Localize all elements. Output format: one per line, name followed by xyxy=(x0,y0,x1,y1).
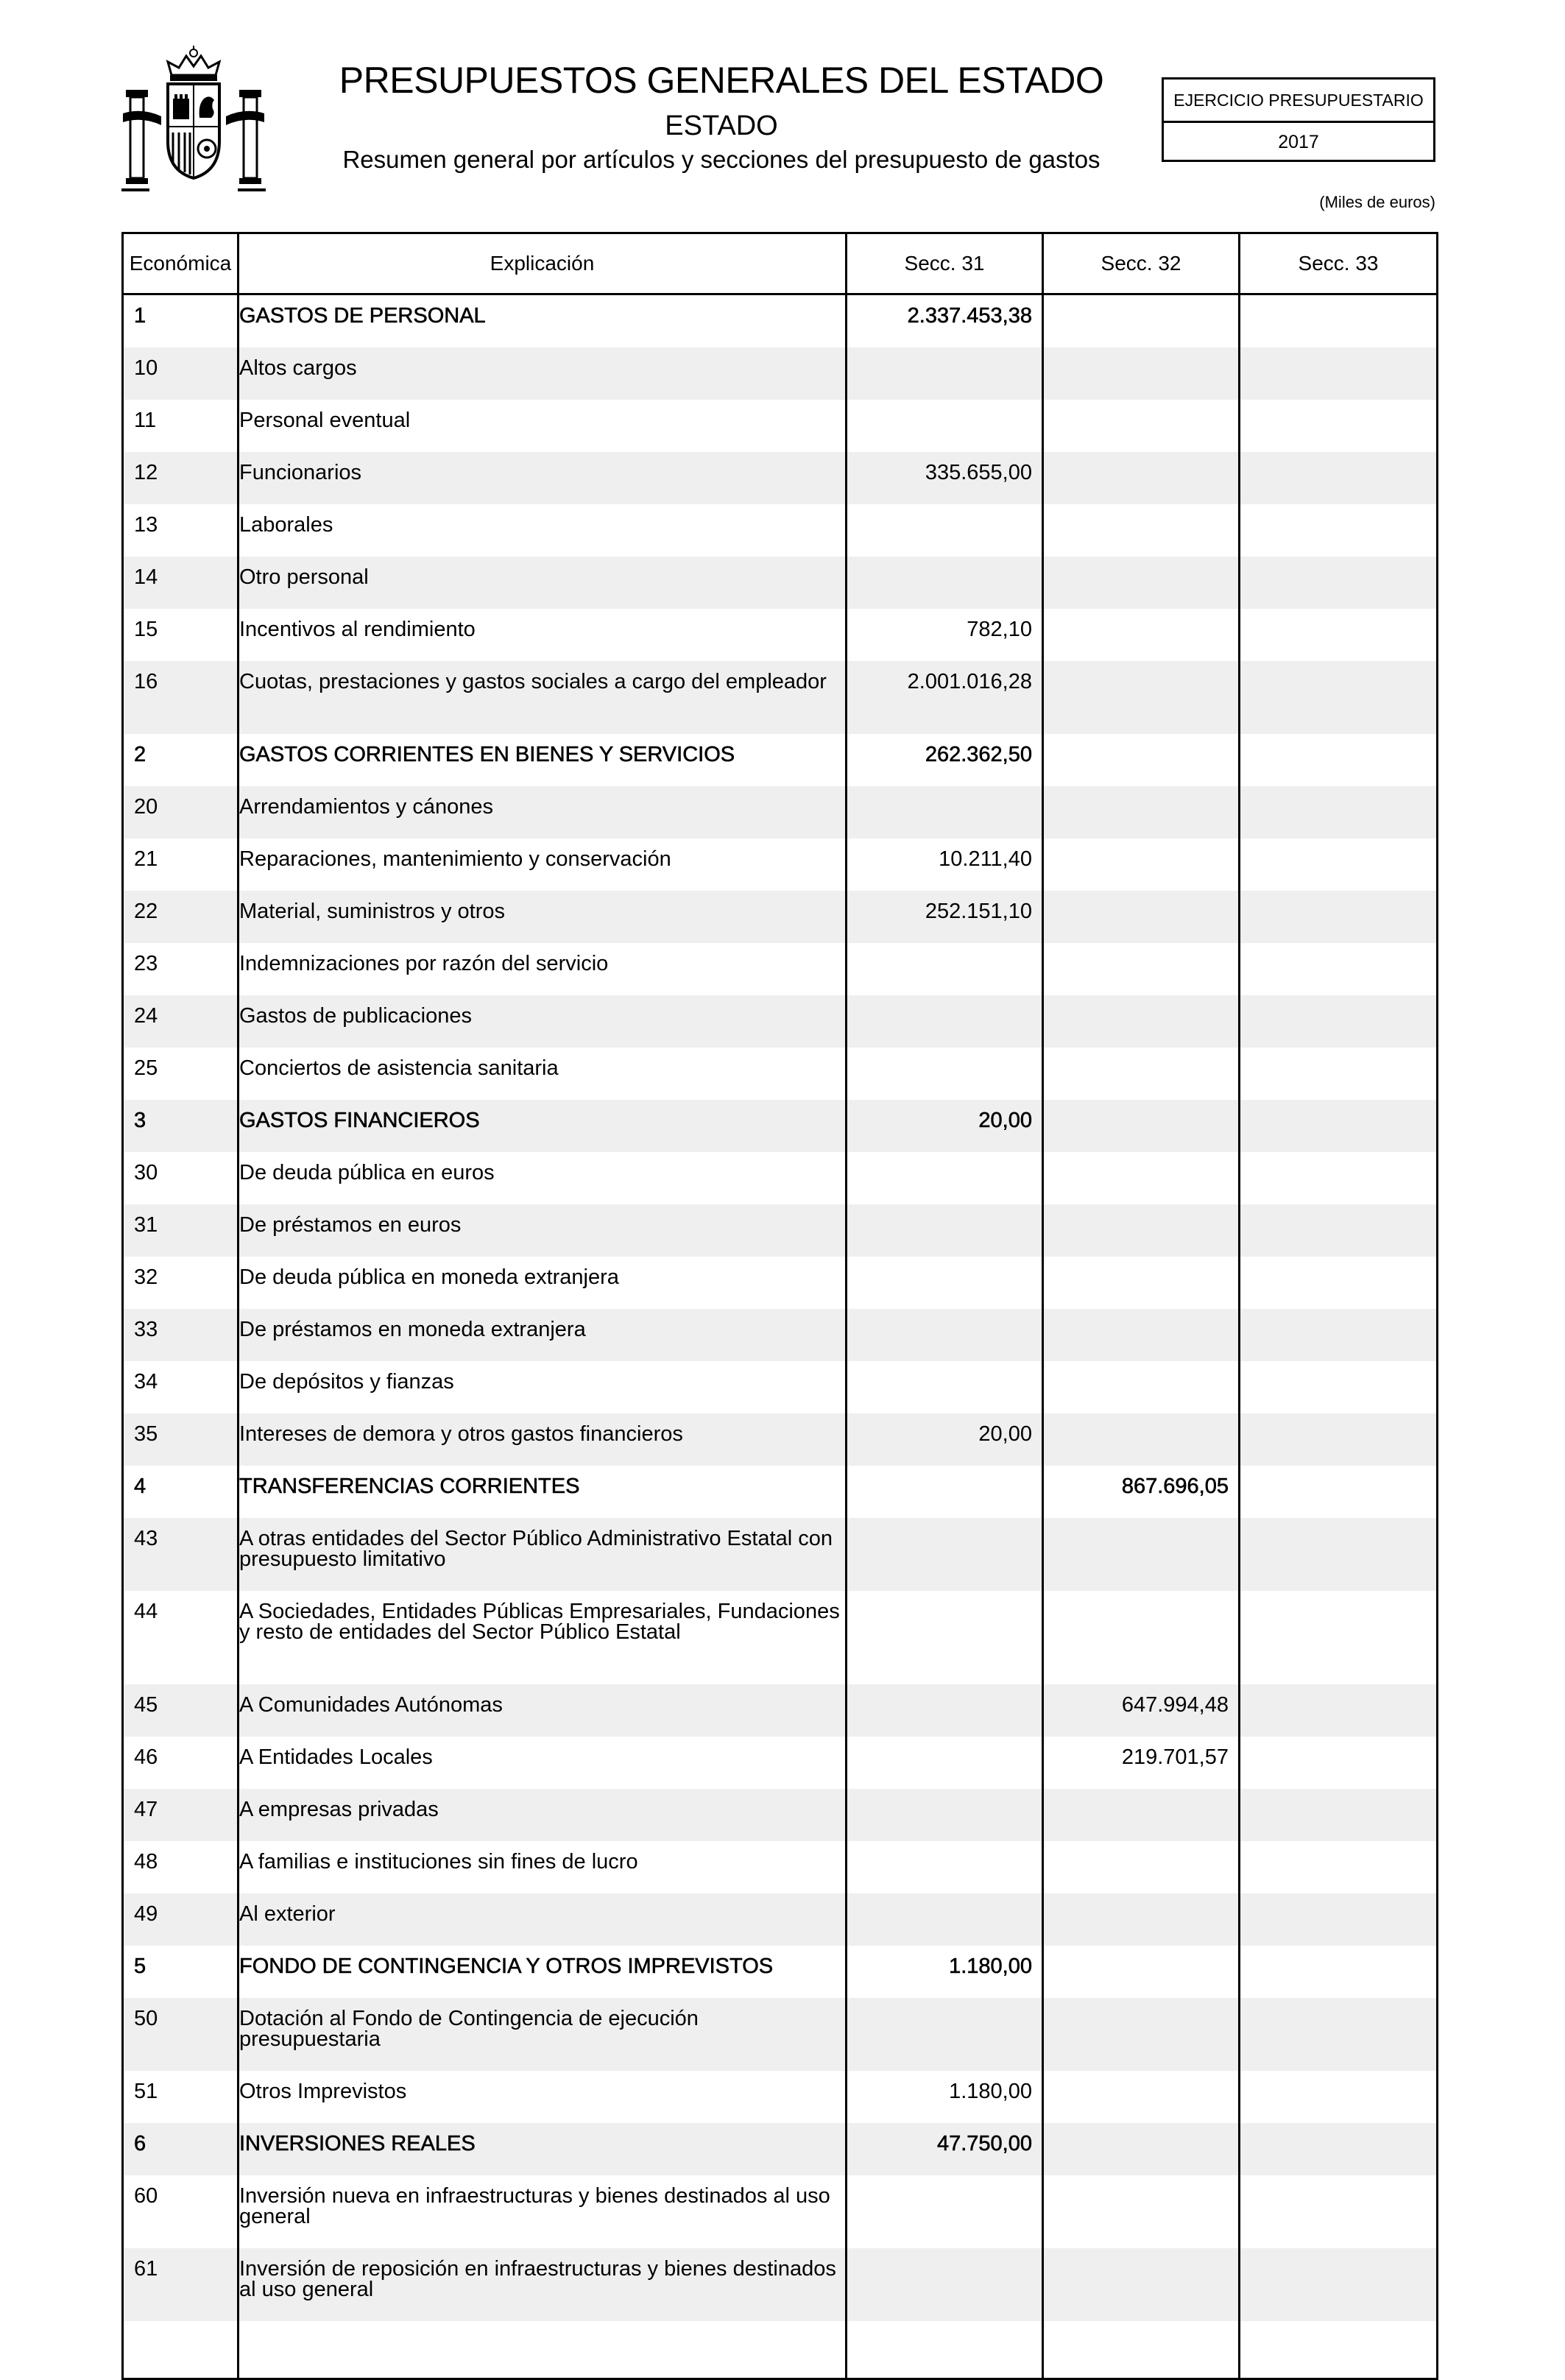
row-code: 16 xyxy=(123,661,239,734)
row-code: 22 xyxy=(123,891,239,943)
row-value-secc-32 xyxy=(1043,1946,1240,1998)
row-description: Material, suministros y otros xyxy=(239,891,847,943)
row-value-secc-32 xyxy=(1043,2248,1240,2321)
row-value-secc-33 xyxy=(1240,1789,1438,1841)
table-row-heading xyxy=(123,294,1438,348)
row-value-secc-33 xyxy=(1240,609,1438,661)
table-row-heading xyxy=(123,734,1438,786)
row-value-secc-32 xyxy=(1043,557,1240,609)
row-code: 32 xyxy=(123,1257,239,1309)
row-value-secc-31 xyxy=(847,943,1043,995)
row-value-secc-32 xyxy=(1043,1998,1240,2071)
row-value-secc-33 xyxy=(1240,1048,1438,1100)
row-description: Incentivos al rendimiento xyxy=(239,609,847,661)
row-value-secc-32 xyxy=(1043,347,1240,400)
column-header-secc-33: Secc. 33 xyxy=(1240,233,1438,294)
table-row xyxy=(123,1413,1438,1466)
row-description: A familias e instituciones sin fines de lucro xyxy=(239,1841,847,1893)
row-value-secc-32 xyxy=(1043,943,1240,995)
row-value-secc-32 xyxy=(1043,1789,1240,1841)
page-subtitle: ESTADO xyxy=(665,110,778,141)
row-description: Reparaciones, mantenimiento y conservación xyxy=(239,838,847,891)
row-code: 31 xyxy=(123,1204,239,1257)
row-value-secc-32 xyxy=(1043,452,1240,504)
row-code: 1 xyxy=(123,294,239,348)
row-value-secc-32 xyxy=(1043,294,1240,348)
row-value-secc-33 xyxy=(1240,347,1438,400)
table-row xyxy=(123,786,1438,838)
row-value-secc-31 xyxy=(847,1152,1043,1204)
row-code: 46 xyxy=(123,1737,239,1789)
row-value-secc-31 xyxy=(847,400,1043,452)
row-value-secc-33 xyxy=(1240,661,1438,734)
table-row xyxy=(123,1684,1438,1737)
row-description: De deuda pública en euros xyxy=(239,1152,847,1204)
table-row xyxy=(123,609,1438,661)
table-row xyxy=(123,1048,1438,1100)
row-value-secc-33 xyxy=(1240,1100,1438,1152)
row-value-secc-31 xyxy=(847,1048,1043,1100)
table-filler-row xyxy=(123,2321,1438,2379)
row-code: 15 xyxy=(123,609,239,661)
row-code: 61 xyxy=(123,2248,239,2321)
row-value-secc-33 xyxy=(1240,1946,1438,1998)
row-description: A Sociedades, Entidades Públicas Empresariales, Fundaciones y resto de entidades del Sector Público Estatal xyxy=(239,1591,847,1684)
row-description: De deuda pública en moneda extranjera xyxy=(239,1257,847,1309)
filler-cell xyxy=(239,2321,847,2379)
row-value-secc-31 xyxy=(847,1684,1043,1737)
row-value-secc-33 xyxy=(1240,838,1438,891)
table-row xyxy=(123,1309,1438,1361)
table-row xyxy=(123,1518,1438,1591)
table-row xyxy=(123,661,1438,734)
row-description: Inversión nueva en infraestructuras y bienes destinados al uso general xyxy=(239,2175,847,2248)
row-value-secc-31 xyxy=(847,1841,1043,1893)
ejercicio-year: 2017 xyxy=(1278,132,1319,152)
row-description: INVERSIONES REALES xyxy=(239,2123,847,2175)
row-code: 21 xyxy=(123,838,239,891)
row-value-secc-31: 20,00 xyxy=(847,1413,1043,1466)
row-value-secc-31 xyxy=(847,1466,1043,1518)
row-description: Personal eventual xyxy=(239,400,847,452)
row-code: 44 xyxy=(123,1591,239,1684)
row-value-secc-31 xyxy=(847,1737,1043,1789)
row-value-secc-33 xyxy=(1240,1309,1438,1361)
row-value-secc-33 xyxy=(1240,1841,1438,1893)
row-value-secc-32: 219.701,57 xyxy=(1043,1737,1240,1789)
row-code: 4 xyxy=(123,1466,239,1518)
row-code: 20 xyxy=(123,786,239,838)
row-value-secc-32 xyxy=(1043,661,1240,734)
spain-coat-of-arms-icon xyxy=(120,46,267,193)
table-row xyxy=(123,347,1438,400)
row-code: 43 xyxy=(123,1518,239,1591)
row-value-secc-33 xyxy=(1240,1204,1438,1257)
row-value-secc-31 xyxy=(847,1591,1043,1684)
row-description: De préstamos en euros xyxy=(239,1204,847,1257)
row-description: A otras entidades del Sector Público Administrativo Estatal con presupuesto limitativo xyxy=(239,1518,847,1591)
row-value-secc-31 xyxy=(847,1998,1043,2071)
row-value-secc-31 xyxy=(847,1309,1043,1361)
table-row xyxy=(123,943,1438,995)
row-value-secc-32 xyxy=(1043,891,1240,943)
row-value-secc-33 xyxy=(1240,734,1438,786)
row-value-secc-33 xyxy=(1240,452,1438,504)
row-value-secc-33 xyxy=(1240,2123,1438,2175)
units-note: (Miles de euros) xyxy=(1319,193,1435,211)
row-value-secc-33 xyxy=(1240,1591,1438,1684)
row-value-secc-33 xyxy=(1240,2248,1438,2321)
row-code: 30 xyxy=(123,1152,239,1204)
row-value-secc-33 xyxy=(1240,504,1438,557)
row-value-secc-32 xyxy=(1043,1204,1240,1257)
row-value-secc-33 xyxy=(1240,400,1438,452)
row-value-secc-32 xyxy=(1043,1361,1240,1413)
row-value-secc-31: 20,00 xyxy=(847,1100,1043,1152)
table-row xyxy=(123,2175,1438,2248)
row-code: 60 xyxy=(123,2175,239,2248)
row-description: A empresas privadas xyxy=(239,1789,847,1841)
row-description: Gastos de publicaciones xyxy=(239,995,847,1048)
row-value-secc-31 xyxy=(847,1518,1043,1591)
table-header-row xyxy=(123,233,1438,294)
row-code: 11 xyxy=(123,400,239,452)
row-code: 23 xyxy=(123,943,239,995)
row-value-secc-33 xyxy=(1240,995,1438,1048)
row-code: 24 xyxy=(123,995,239,1048)
row-description: Cuotas, prestaciones y gastos sociales a cargo del empleador xyxy=(239,661,847,734)
table-row xyxy=(123,1893,1438,1946)
row-code: 47 xyxy=(123,1789,239,1841)
table-row xyxy=(123,1998,1438,2071)
row-value-secc-32 xyxy=(1043,2071,1240,2123)
row-value-secc-32 xyxy=(1043,1100,1240,1152)
row-description: GASTOS FINANCIEROS xyxy=(239,1100,847,1152)
row-description: Dotación al Fondo de Contingencia de ejecución presupuestaria xyxy=(239,1998,847,2071)
filler-cell xyxy=(123,2321,239,2379)
row-code: 2 xyxy=(123,734,239,786)
table-row xyxy=(123,504,1438,557)
row-code: 45 xyxy=(123,1684,239,1737)
table-row xyxy=(123,452,1438,504)
row-value-secc-33 xyxy=(1240,1684,1438,1737)
row-value-secc-33 xyxy=(1240,891,1438,943)
table-row xyxy=(123,1591,1438,1684)
row-value-secc-31 xyxy=(847,995,1043,1048)
row-value-secc-31 xyxy=(847,1257,1043,1309)
row-value-secc-32 xyxy=(1043,995,1240,1048)
row-value-secc-31: 252.151,10 xyxy=(847,891,1043,943)
row-value-secc-33 xyxy=(1240,1413,1438,1466)
column-header-economica: Económica xyxy=(123,233,239,294)
row-description: A Entidades Locales xyxy=(239,1737,847,1789)
table-row xyxy=(123,1152,1438,1204)
row-value-secc-31 xyxy=(847,2248,1043,2321)
row-description: GASTOS CORRIENTES EN BIENES Y SERVICIOS xyxy=(239,734,847,786)
row-description: FONDO DE CONTINGENCIA Y OTROS IMPREVISTOS xyxy=(239,1946,847,1998)
row-value-secc-32 xyxy=(1043,1893,1240,1946)
table-row xyxy=(123,1257,1438,1309)
table-row xyxy=(123,891,1438,943)
ejercicio-box xyxy=(1162,77,1435,162)
row-value-secc-32 xyxy=(1043,734,1240,786)
row-value-secc-31: 2.337.453,38 xyxy=(847,294,1043,348)
row-value-secc-32 xyxy=(1043,1518,1240,1591)
row-description: Altos cargos xyxy=(239,347,847,400)
row-value-secc-32 xyxy=(1043,400,1240,452)
row-value-secc-31: 262.362,50 xyxy=(847,734,1043,786)
row-code: 33 xyxy=(123,1309,239,1361)
row-description: TRANSFERENCIAS CORRIENTES xyxy=(239,1466,847,1518)
row-value-secc-33 xyxy=(1240,1737,1438,1789)
row-code: 35 xyxy=(123,1413,239,1466)
table-row xyxy=(123,1789,1438,1841)
row-value-secc-32 xyxy=(1043,2175,1240,2248)
row-value-secc-32 xyxy=(1043,1152,1240,1204)
row-code: 12 xyxy=(123,452,239,504)
row-value-secc-33 xyxy=(1240,1361,1438,1413)
row-code: 48 xyxy=(123,1841,239,1893)
table-row xyxy=(123,1361,1438,1413)
row-value-secc-32 xyxy=(1043,1309,1240,1361)
row-description: A Comunidades Autónomas xyxy=(239,1684,847,1737)
row-value-secc-32 xyxy=(1043,1048,1240,1100)
page-description: Resumen general por artículos y secciones del presupuesto de gastos xyxy=(342,146,1101,173)
row-value-secc-33 xyxy=(1240,1257,1438,1309)
table-row xyxy=(123,838,1438,891)
row-value-secc-33 xyxy=(1240,786,1438,838)
table-row xyxy=(123,400,1438,452)
table-row xyxy=(123,995,1438,1048)
row-description: Intereses de demora y otros gastos financieros xyxy=(239,1413,847,1466)
filler-cell xyxy=(1240,2321,1438,2379)
table-row xyxy=(123,1737,1438,1789)
row-code: 49 xyxy=(123,1893,239,1946)
row-value-secc-33 xyxy=(1240,557,1438,609)
row-value-secc-32: 867.696,05 xyxy=(1043,1466,1240,1518)
table-row xyxy=(123,2248,1438,2321)
row-description: Otro personal xyxy=(239,557,847,609)
row-value-secc-32 xyxy=(1043,1413,1240,1466)
row-value-secc-33 xyxy=(1240,943,1438,995)
filler-cell xyxy=(1043,2321,1240,2379)
row-value-secc-31: 782,10 xyxy=(847,609,1043,661)
row-value-secc-32 xyxy=(1043,2123,1240,2175)
row-code: 50 xyxy=(123,1998,239,2071)
page-title: PRESUPUESTOS GENERALES DEL ESTADO xyxy=(339,60,1104,101)
row-value-secc-33 xyxy=(1240,294,1438,348)
ejercicio-label: EJERCICIO PRESUPUESTARIO xyxy=(1164,80,1433,123)
row-value-secc-33 xyxy=(1240,1518,1438,1591)
row-value-secc-33 xyxy=(1240,2175,1438,2248)
row-value-secc-31: 1.180,00 xyxy=(847,1946,1043,1998)
row-code: 6 xyxy=(123,2123,239,2175)
row-value-secc-31: 47.750,00 xyxy=(847,2123,1043,2175)
row-value-secc-33 xyxy=(1240,1893,1438,1946)
row-code: 3 xyxy=(123,1100,239,1152)
row-value-secc-31 xyxy=(847,347,1043,400)
row-description: GASTOS DE PERSONAL xyxy=(239,294,847,348)
row-value-secc-33 xyxy=(1240,1998,1438,2071)
row-value-secc-31: 335.655,00 xyxy=(847,452,1043,504)
row-value-secc-31 xyxy=(847,1204,1043,1257)
row-code: 25 xyxy=(123,1048,239,1100)
row-code: 13 xyxy=(123,504,239,557)
table-row xyxy=(123,1204,1438,1257)
row-value-secc-31 xyxy=(847,2175,1043,2248)
row-code: 10 xyxy=(123,347,239,400)
row-value-secc-31 xyxy=(847,504,1043,557)
table-row-heading xyxy=(123,1466,1438,1518)
row-description: Al exterior xyxy=(239,1893,847,1946)
row-value-secc-31 xyxy=(847,1893,1043,1946)
row-description: De depósitos y fianzas xyxy=(239,1361,847,1413)
row-description: Funcionarios xyxy=(239,452,847,504)
row-description: Indemnizaciones por razón del servicio xyxy=(239,943,847,995)
row-code: 34 xyxy=(123,1361,239,1413)
row-value-secc-32: 647.994,48 xyxy=(1043,1684,1240,1737)
row-code: 14 xyxy=(123,557,239,609)
row-description: De préstamos en moneda extranjera xyxy=(239,1309,847,1361)
row-value-secc-32 xyxy=(1043,1841,1240,1893)
row-value-secc-32 xyxy=(1043,838,1240,891)
row-value-secc-31: 10.211,40 xyxy=(847,838,1043,891)
row-value-secc-31 xyxy=(847,557,1043,609)
row-value-secc-33 xyxy=(1240,1466,1438,1518)
row-value-secc-31 xyxy=(847,1789,1043,1841)
row-description: Arrendamientos y cánones xyxy=(239,786,847,838)
row-description: Conciertos de asistencia sanitaria xyxy=(239,1048,847,1100)
table-row-heading xyxy=(123,1946,1438,1998)
budget-table xyxy=(121,232,1438,2380)
row-value-secc-32 xyxy=(1043,786,1240,838)
row-description: Inversión de reposición en infraestructuras y bienes destinados al uso general xyxy=(239,2248,847,2321)
row-code: 51 xyxy=(123,2071,239,2123)
row-value-secc-32 xyxy=(1043,609,1240,661)
row-value-secc-32 xyxy=(1043,504,1240,557)
column-header-secc-32: Secc. 32 xyxy=(1043,233,1240,294)
row-description: Laborales xyxy=(239,504,847,557)
table-row xyxy=(123,1841,1438,1893)
row-code: 5 xyxy=(123,1946,239,1998)
column-header-secc-31: Secc. 31 xyxy=(847,233,1043,294)
table-row xyxy=(123,2071,1438,2123)
table-row-heading xyxy=(123,1100,1438,1152)
row-value-secc-32 xyxy=(1043,1257,1240,1309)
row-description: Otros Imprevistos xyxy=(239,2071,847,2123)
row-value-secc-33 xyxy=(1240,1152,1438,1204)
row-value-secc-31: 2.001.016,28 xyxy=(847,661,1043,734)
row-value-secc-31 xyxy=(847,786,1043,838)
row-value-secc-31: 1.180,00 xyxy=(847,2071,1043,2123)
table-row-heading xyxy=(123,2123,1438,2175)
budget-table-body xyxy=(123,294,1438,2379)
row-value-secc-31 xyxy=(847,1361,1043,1413)
table-row xyxy=(123,557,1438,609)
filler-cell xyxy=(847,2321,1043,2379)
row-value-secc-32 xyxy=(1043,1591,1240,1684)
row-value-secc-33 xyxy=(1240,2071,1438,2123)
column-header-explicacion: Explicación xyxy=(239,233,847,294)
